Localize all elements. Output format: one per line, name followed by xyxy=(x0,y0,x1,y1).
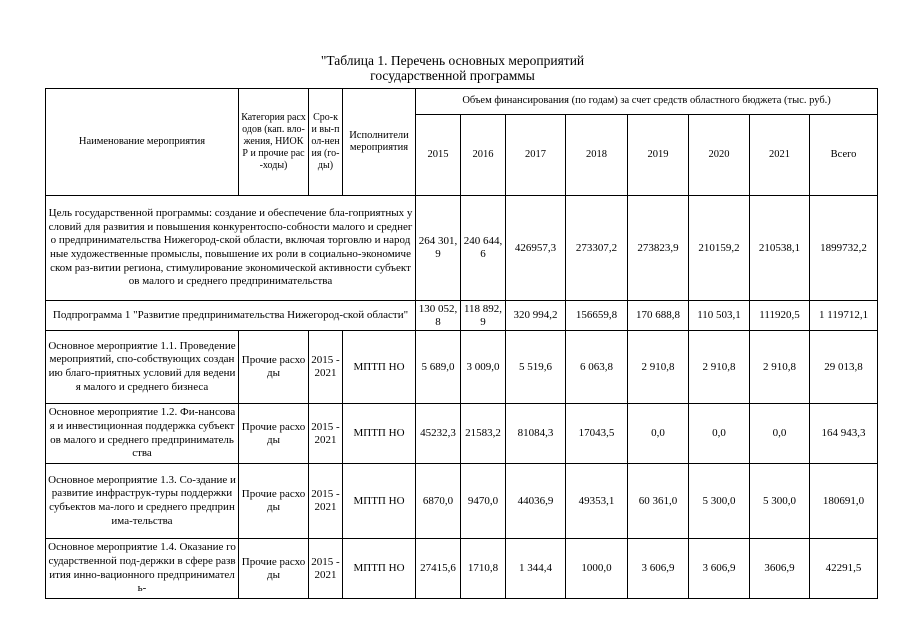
header-year: 2015 xyxy=(416,115,461,196)
table-row xyxy=(46,331,878,404)
table-row xyxy=(46,539,878,599)
header-funding: Объем финансирования (по годам) за счет средств областного бюджета (тыс. руб.) xyxy=(416,89,878,115)
header-year: 2016 xyxy=(461,115,506,196)
measure-name: Основное мероприятие 1.3. Со-здание и развитие инфраструк-туры поддержки субъектов ма-лого и среднего предпринима-тельства xyxy=(46,464,239,539)
value-cell: 273823,9 xyxy=(628,196,689,301)
value-cell: 17043,5 xyxy=(566,404,628,464)
executor: МПТП НО xyxy=(343,539,416,599)
subprogram-name: Подпрограмма 1 "Развитие предпринимательства Нижегород-ской области" xyxy=(46,301,416,331)
value-cell: 164 943,3 xyxy=(810,404,878,464)
value-cell: 3 606,9 xyxy=(628,539,689,599)
expense-category: Прочие расходы xyxy=(239,404,309,464)
value-cell: 21583,2 xyxy=(461,404,506,464)
value-cell: 60 361,0 xyxy=(628,464,689,539)
value-cell: 3 009,0 xyxy=(461,331,506,404)
value-cell: 5 519,6 xyxy=(506,331,566,404)
value-cell: 0,0 xyxy=(689,404,750,464)
value-cell: 2 910,8 xyxy=(750,331,810,404)
value-cell: 1 119712,1 xyxy=(810,301,878,331)
value-cell: 1899732,2 xyxy=(810,196,878,301)
value-cell: 1710,8 xyxy=(461,539,506,599)
value-cell: 29 013,8 xyxy=(810,331,878,404)
value-cell: 45232,3 xyxy=(416,404,461,464)
header-terms: Сро-ки вы-пол-нения (го-ды) xyxy=(309,89,343,196)
value-cell: 320 994,2 xyxy=(506,301,566,331)
table-title-line-1: "Таблица 1. Перечень основных мероприятий xyxy=(320,53,585,68)
value-cell: 27415,6 xyxy=(416,539,461,599)
header-name: Наименование мероприятия xyxy=(46,89,239,196)
value-cell: 5 300,0 xyxy=(689,464,750,539)
header-total: Всего xyxy=(810,115,878,196)
header-year: 2018 xyxy=(566,115,628,196)
header-year: 2017 xyxy=(506,115,566,196)
value-cell: 44036,9 xyxy=(506,464,566,539)
value-cell: 6 063,8 xyxy=(566,331,628,404)
value-cell: 210538,1 xyxy=(750,196,810,301)
value-cell: 49353,1 xyxy=(566,464,628,539)
value-cell: 426957,3 xyxy=(506,196,566,301)
execution-terms: 2015 - 2021 xyxy=(309,539,343,599)
value-cell: 6870,0 xyxy=(416,464,461,539)
value-cell: 273307,2 xyxy=(566,196,628,301)
value-cell: 180691,0 xyxy=(810,464,878,539)
value-cell: 264 301,9 xyxy=(416,196,461,301)
value-cell: 42291,5 xyxy=(810,539,878,599)
value-cell: 0,0 xyxy=(750,404,810,464)
measure-name: Основное мероприятие 1.1. Проведение мероприятий, спо-собствующих созданию благо-приятных условий для ведения малого и среднего бизнеса xyxy=(46,331,239,404)
executor: МПТП НО xyxy=(343,331,416,404)
header-year: 2021 xyxy=(750,115,810,196)
value-cell: 118 892,9 xyxy=(461,301,506,331)
value-cell: 1 344,4 xyxy=(506,539,566,599)
value-cell: 1000,0 xyxy=(566,539,628,599)
value-cell: 110 503,1 xyxy=(689,301,750,331)
execution-terms: 2015 - 2021 xyxy=(309,464,343,539)
table-row xyxy=(46,301,878,331)
value-cell: 2 910,8 xyxy=(628,331,689,404)
table-title-line-2: государственной программы xyxy=(370,68,535,83)
expense-category: Прочие расходы xyxy=(239,539,309,599)
execution-terms: 2015 - 2021 xyxy=(309,331,343,404)
value-cell: 170 688,8 xyxy=(628,301,689,331)
value-cell: 9470,0 xyxy=(461,464,506,539)
table-row xyxy=(46,404,878,464)
header-row-1 xyxy=(46,89,878,115)
header-year: 2020 xyxy=(689,115,750,196)
value-cell: 3 606,9 xyxy=(689,539,750,599)
table-caption xyxy=(0,53,905,83)
value-cell: 240 644,6 xyxy=(461,196,506,301)
header-executors: Исполнители мероприятия xyxy=(343,89,416,196)
value-cell: 111920,5 xyxy=(750,301,810,331)
value-cell: 130 052,8 xyxy=(416,301,461,331)
expense-category: Прочие расходы xyxy=(239,331,309,404)
value-cell: 0,0 xyxy=(628,404,689,464)
executor: МПТП НО xyxy=(343,464,416,539)
value-cell: 3606,9 xyxy=(750,539,810,599)
value-cell: 5 300,0 xyxy=(750,464,810,539)
value-cell: 5 689,0 xyxy=(416,331,461,404)
table-row xyxy=(46,464,878,539)
header-year: 2019 xyxy=(628,115,689,196)
header-category: Категория расходов (кап. вло-жения, НИОКР и прочие рас-ходы) xyxy=(239,89,309,196)
goal-name: Цель государственной программы: создание и обеспечение бла-гоприятных условий для развития и повышения конкурентоспо-собности малого и среднего предпринимательства Нижегород-ской области, включая торговлю и народные художественные промыслы, повышение их роли в социально-экономическом раз-витии региона, стимулирование экономической активности субъектов малого и среднего предпринимательства xyxy=(46,196,416,301)
measure-name: Основное мероприятие 1.4. Оказание государственной под-держки в сфере развития инно-вационного предприниматель- xyxy=(46,539,239,599)
value-cell: 2 910,8 xyxy=(689,331,750,404)
value-cell: 156659,8 xyxy=(566,301,628,331)
execution-terms: 2015 - 2021 xyxy=(309,404,343,464)
table-row xyxy=(46,196,878,301)
executor: МПТП НО xyxy=(343,404,416,464)
measures-table xyxy=(45,88,878,599)
value-cell: 210159,2 xyxy=(689,196,750,301)
expense-category: Прочие расходы xyxy=(239,464,309,539)
value-cell: 81084,3 xyxy=(506,404,566,464)
measure-name: Основное мероприятие 1.2. Фи-нансовая и инвестиционная поддержка субъектов малого и среднего предпринимательства xyxy=(46,404,239,464)
